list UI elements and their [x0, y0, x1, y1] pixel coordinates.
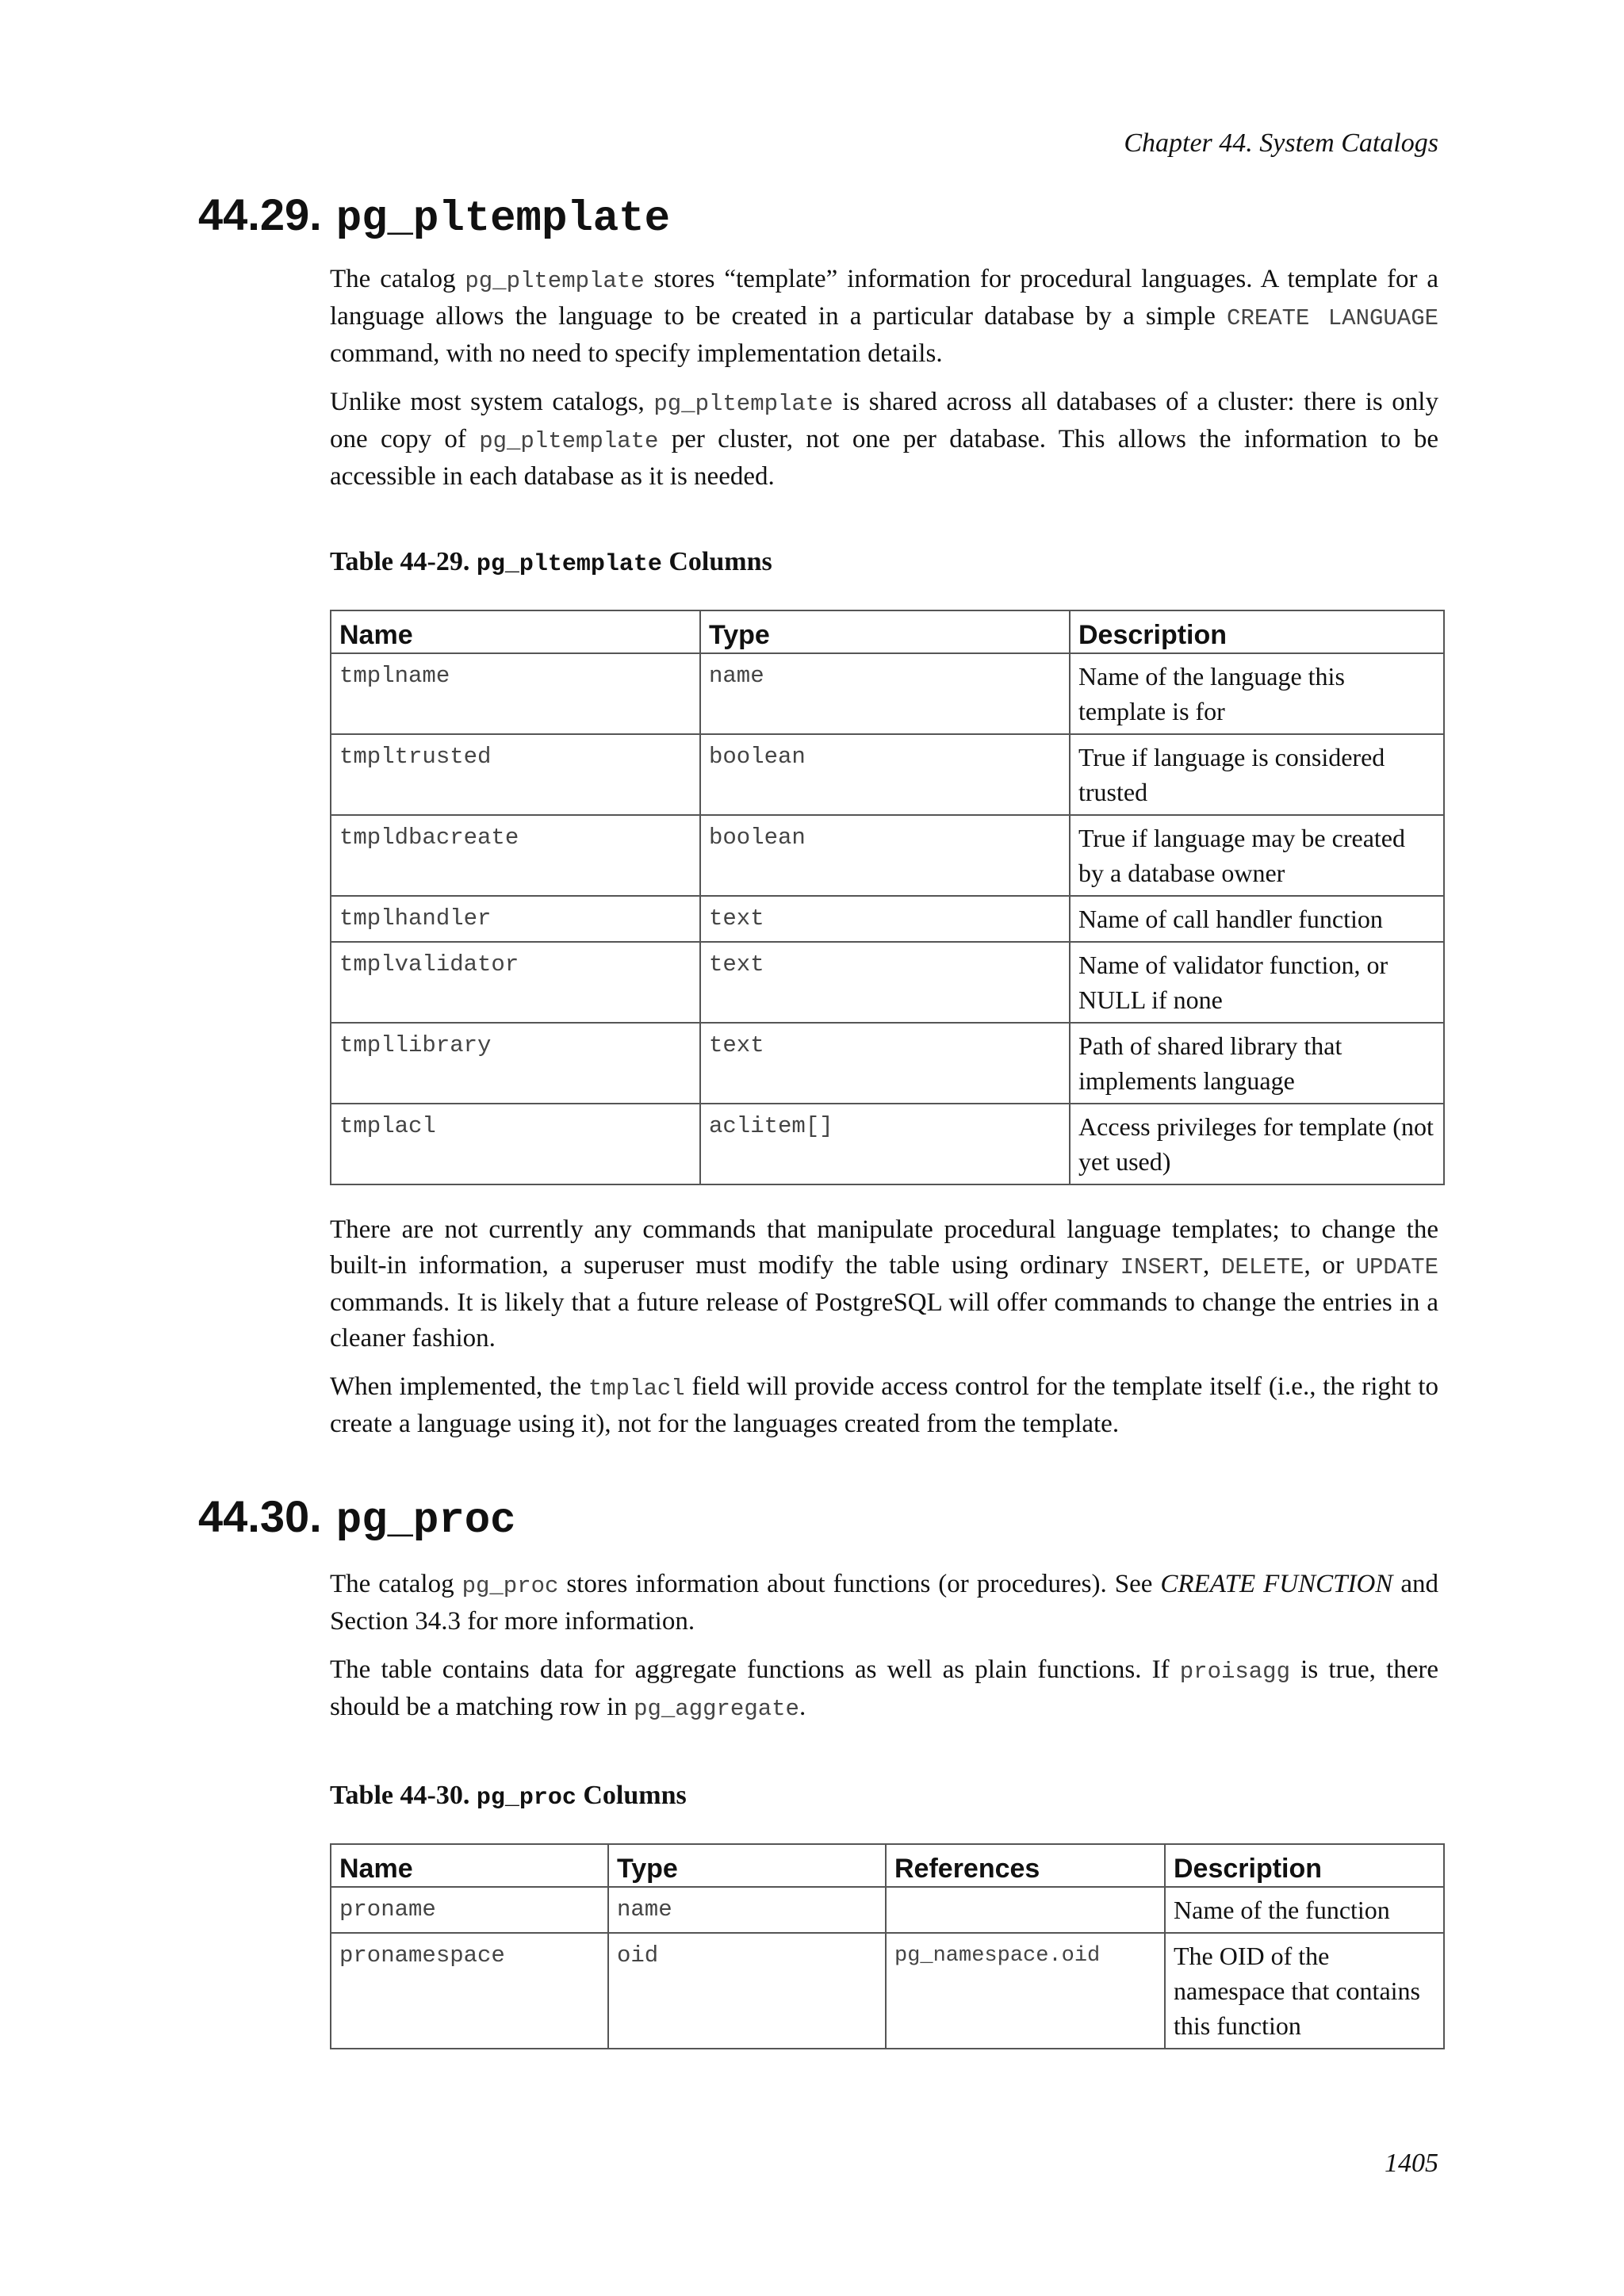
table-cell: tmplname — [331, 653, 700, 734]
table-row — [331, 1104, 1444, 1184]
table-cell: Name of call handler function — [1070, 896, 1444, 942]
table-row — [331, 1887, 1444, 1933]
table-row — [331, 653, 1444, 734]
paragraph: The catalog pg_pltemplate stores “template” information for procedural languages. A template for a language allows the language to be created in a particular database by a simple CREATE LANGUAGE command, with no need to specify implementation details. — [330, 265, 1439, 368]
table-header-row — [331, 1844, 1444, 1887]
column-header: Type — [700, 610, 1070, 653]
table-row — [331, 942, 1444, 1023]
table-cell: boolean — [700, 815, 1070, 896]
column-header: References — [886, 1844, 1165, 1887]
table-cell: True if language is considered trusted — [1070, 734, 1444, 815]
table-cell: oid — [608, 1933, 886, 2049]
table-cell: tmpldbacreate — [331, 815, 700, 896]
table-cell: text — [700, 896, 1070, 942]
column-header: Description — [1070, 610, 1444, 653]
table-cell: Access privileges for template (not yet used) — [1070, 1104, 1444, 1184]
section-number: 44.29. — [198, 189, 322, 239]
section-title-pg-pltemplate — [198, 189, 670, 243]
table-cell: text — [700, 1023, 1070, 1104]
table-cell: tmpltrusted — [331, 734, 700, 815]
pg-proc-columns-table — [330, 1843, 1445, 2049]
column-header: Name — [331, 610, 700, 653]
section-body-pg-pltemplate — [330, 262, 1438, 1455]
table-cell — [886, 1887, 1165, 1933]
table-cell: tmpllibrary — [331, 1023, 700, 1104]
paragraph: There are not currently any commands that manipulate procedural language templates; to change the built-in information, a superuser must modify the table using ordinary INSERT, DELETE, or UPDATE commands. It is likely that a future release of PostgreSQL will offer commands to change the entries in a cleaner fashion. — [330, 1215, 1439, 1353]
paragraph: When implemented, the tmplacl field will provide access control for the template itself (i.e., the right to create a language using it), not for the languages created from the template. — [330, 1372, 1438, 1438]
table-cell: tmplhandler — [331, 896, 700, 942]
page-number: 1405 — [1385, 2149, 1438, 2178]
table-row — [331, 815, 1444, 896]
table-row — [331, 1933, 1444, 2049]
paragraph: The table contains data for aggregate functions as well as plain functions. If proisagg is true, there should be a matching row in pg_aggregate. — [330, 1655, 1438, 1722]
table-row — [331, 734, 1444, 815]
table-cell: The OID of the namespace that contains this function — [1165, 1933, 1444, 2049]
pg-pltemplate-columns-table — [330, 610, 1445, 1185]
table-caption: Table 44-29. pg_pltemplate Columns — [330, 547, 772, 578]
table-cell: tmplvalidator — [331, 942, 700, 1023]
column-header: Description — [1165, 1844, 1444, 1887]
table-cell: aclitem[] — [700, 1104, 1070, 1184]
table-cell: name — [700, 653, 1070, 734]
table-row — [331, 1023, 1444, 1104]
paragraph: The catalog pg_proc stores information about functions (or procedures). See CREATE FUNCTION and Section 34.3 for more information. — [330, 1570, 1438, 1636]
section-number: 44.30. — [198, 1491, 322, 1541]
table-cell: Path of shared library that implements language — [1070, 1023, 1444, 1104]
section-name: pg_pltemplate — [335, 195, 670, 243]
table-cell: proname — [331, 1887, 608, 1933]
section-title-pg-proc — [198, 1490, 516, 1545]
table-cell: tmplacl — [331, 1104, 700, 1184]
table-cell: text — [700, 942, 1070, 1023]
column-header: Type — [608, 1844, 886, 1887]
cross-reference: CREATE FUNCTION — [1160, 1570, 1393, 1598]
table-cell: True if language may be created by a database owner — [1070, 815, 1444, 896]
section-name: pg_proc — [335, 1497, 516, 1545]
table-header-row — [331, 610, 1444, 653]
running-header: Chapter 44. System Catalogs — [1124, 128, 1438, 158]
table-row — [331, 896, 1444, 942]
table-cell: Name of the language this template is for — [1070, 653, 1444, 734]
section-body-pg-proc — [330, 1567, 1438, 2049]
table-cell: Name of the function — [1165, 1887, 1444, 1933]
paragraph: Unlike most system catalogs, pg_pltemplate is shared across all databases of a cluster: there is only one copy of pg_pltemplate per cluster, not one per database. This allows the information to be accessible in each database as it is needed. — [330, 388, 1438, 491]
table-caption: Table 44-30. pg_proc Columns — [330, 1781, 687, 1812]
table-cell: name — [608, 1887, 886, 1933]
table-cell: Name of validator function, or NULL if none — [1070, 942, 1444, 1023]
table-cell: boolean — [700, 734, 1070, 815]
table-cell: pronamespace — [331, 1933, 608, 2049]
column-header: Name — [331, 1844, 608, 1887]
table-cell: pg_namespace.oid — [886, 1933, 1165, 2049]
